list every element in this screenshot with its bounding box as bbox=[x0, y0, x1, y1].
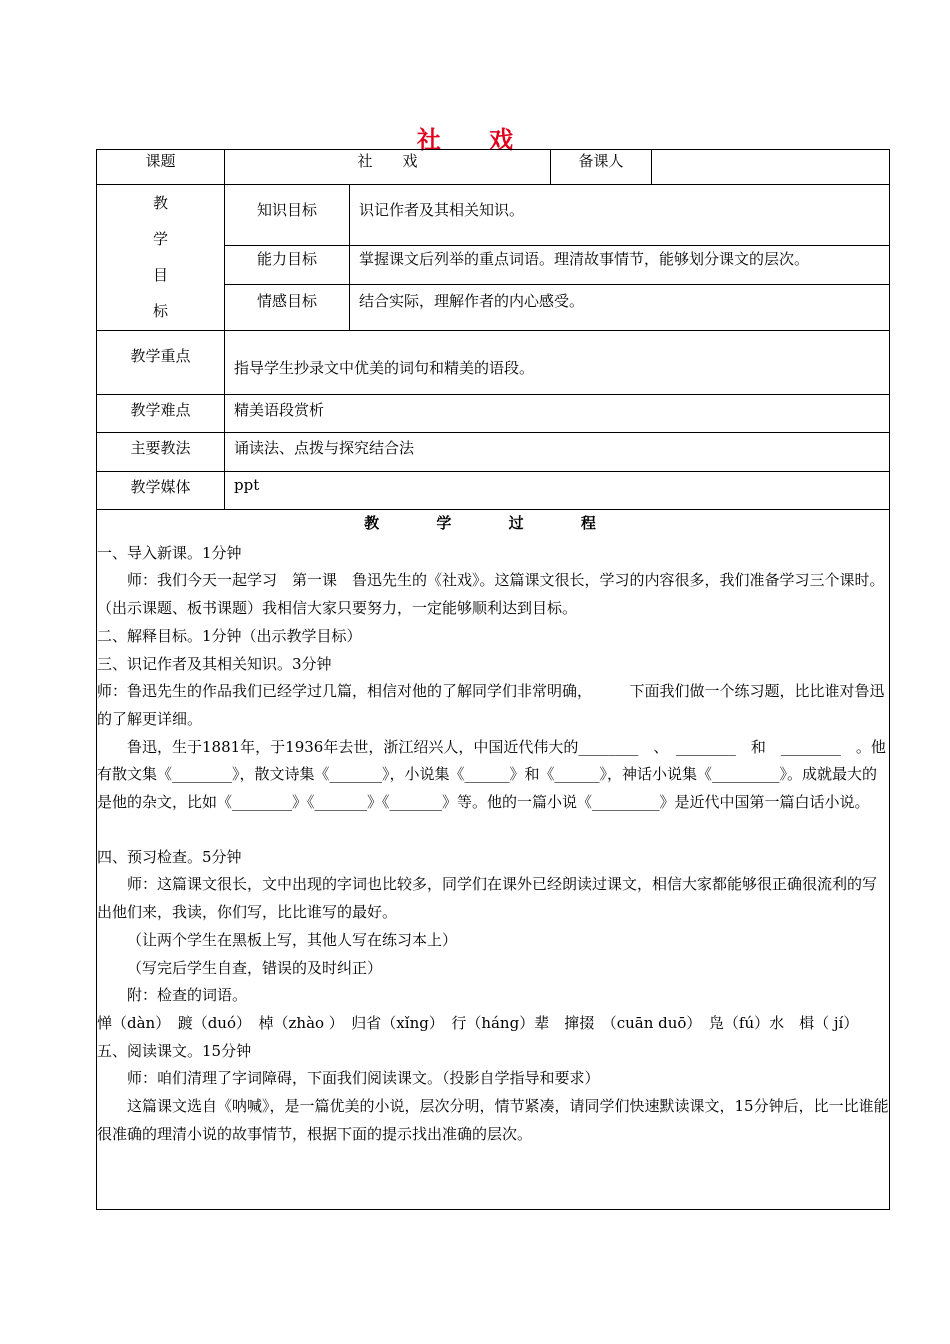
process-heading: 一、导入新课。1分钟 bbox=[97, 543, 242, 562]
process-paragraph: 师：这篇课文很长，文中出现的字词也比较多，同学们在课外已经朗读过课文，相信大家都能够很正确很流利的写出他们来，我读，你们写，比比谁写的最好。 bbox=[97, 875, 878, 922]
lesson-plan-table bbox=[96, 149, 890, 1210]
goals-label-char: 标 bbox=[152, 302, 168, 320]
process-heading: 四、预习检查。5分钟 bbox=[97, 847, 242, 866]
header-row bbox=[97, 150, 890, 185]
row-label: 教学媒体 bbox=[97, 472, 225, 510]
process-paragraph: 这篇课文选自《呐喊》，是一篇优美的小说，层次分明，情节紧凑，请同学们快速默读课文，15分钟后，比一比谁能很准确的理清小说的故事情节，根据下面的提示找出准确的层次。 bbox=[97, 1097, 889, 1143]
row-value: 精美语段赏析 bbox=[225, 395, 890, 433]
blank-line bbox=[97, 817, 889, 844]
goal-value: 掌握课文后列举的重点词语。理清故事情节，能够划分课文的层次。 bbox=[350, 246, 890, 285]
row-value: 指导学生抄录文中优美的词句和精美的语段。 bbox=[225, 331, 890, 395]
process-title: 教 学 过 程 bbox=[364, 514, 622, 532]
process-row bbox=[97, 510, 890, 1210]
goals-label bbox=[97, 185, 225, 331]
fill-in-exercise: 鲁迅，生于1881年，于1936年去世，浙江绍兴人，中国近代伟大的________ 、 ________ 和 ________ 。他有散文集《________》，散文诗集《_______》，小说集《______》和《______》，神话小说集《_________》。成就最大的是他的杂文，比如《________》《_______》《_______》等。他的一篇小说《_________》是近代中国第一篇白话小说。 bbox=[97, 737, 886, 812]
vocabulary-list: 惮（dàn） 踱（duó） 棹（zhào ） 归省（xǐng） 行（háng）辈 撺掇 （cuān duō） 凫（fú）水 楫（ jí） bbox=[97, 1013, 859, 1032]
process-paragraph: 师：咱们清理了字词障碍，下面我们阅读课文。（投影自学指导和要求） bbox=[127, 1069, 600, 1088]
process-heading: 五、阅读课文。15分钟 bbox=[97, 1041, 252, 1060]
process-heading: 二、解释目标。1分钟（出示教学目标） bbox=[97, 626, 362, 645]
page-title: 社 戏 bbox=[416, 125, 534, 154]
preparer-label: 备课人 bbox=[551, 150, 652, 185]
goal-value: 结合实际，理解作者的内心感受。 bbox=[350, 285, 890, 331]
row-method bbox=[97, 433, 890, 472]
process-heading: 三、识记作者及其相关知识。3分钟 bbox=[97, 654, 332, 673]
topic-value: 社 戏 bbox=[225, 150, 551, 185]
row-media bbox=[97, 472, 890, 510]
topic-label: 课题 bbox=[97, 150, 225, 185]
goal-label: 知识目标 bbox=[225, 185, 350, 246]
preparer-value bbox=[652, 150, 890, 185]
row-difficulty bbox=[97, 395, 890, 433]
row-focus bbox=[97, 331, 890, 395]
goal-label: 情感目标 bbox=[225, 285, 350, 331]
process-note: （写完后学生自查，错误的及时纠正） bbox=[127, 958, 383, 977]
goals-label-char: 学 bbox=[152, 230, 168, 248]
goal-label: 能力目标 bbox=[225, 246, 350, 285]
goals-label-char: 教 bbox=[152, 194, 168, 212]
row-label: 主要教法 bbox=[97, 433, 225, 472]
row-label: 教学重点 bbox=[97, 331, 225, 395]
row-value: ppt bbox=[225, 472, 890, 510]
row-value: 诵读法、点拨与探究结合法 bbox=[225, 433, 890, 472]
process-paragraph: 师：鲁迅先生的作品我们已经学过几篇，相信对他的了解同学们非常明确， 下面我们做一个练习题，比比谁对鲁迅的了解更详细。 bbox=[97, 682, 885, 728]
row-label: 教学难点 bbox=[97, 395, 225, 433]
process-paragraph: 师：我们今天一起学习 第一课 鲁迅先生的《社戏》。这篇课文很长，学习的内容很多，我们准备学习三个课时。（出示课题、板书课题）我相信大家只要努力，一定能够顺利达到目标。 bbox=[97, 571, 885, 618]
goals-label-char: 目 bbox=[152, 266, 168, 284]
process-section bbox=[97, 510, 890, 1210]
goal-row-knowledge bbox=[97, 185, 890, 246]
process-note: （让两个学生在黑板上写，其他人写在练习本上） bbox=[127, 930, 458, 949]
process-note: 附：检查的词语。 bbox=[127, 986, 248, 1005]
goal-value: 识记作者及其相关知识。 bbox=[350, 185, 890, 246]
